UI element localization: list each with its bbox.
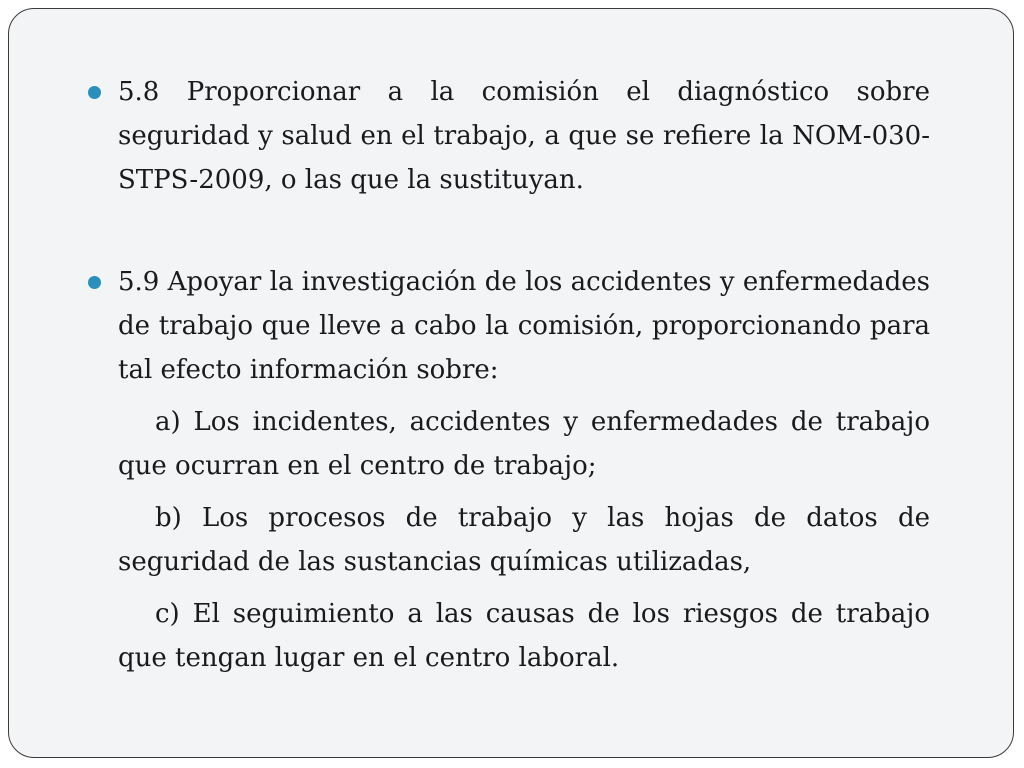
sub-item-a: a) Los incidentes, accidentes y enfermedades de trabajo que ocurran en el centro de trabajo;	[118, 407, 930, 481]
circle-bullet-icon	[88, 86, 101, 99]
slide-content	[88, 70, 930, 680]
sub-item-c: c) El seguimiento a las causas de los riesgos de trabajo que tengan lugar en el centro laboral.	[118, 599, 930, 673]
bullet-item-5-8	[88, 70, 930, 202]
circle-bullet-icon	[88, 276, 101, 289]
sub-item-b: b) Los procesos de trabajo y las hojas de datos de seguridad de las sustancias químicas utilizadas,	[118, 503, 930, 577]
bullet-text: 5.9 Apoyar la investigación de los accidentes y enfermedades de trabajo que lleve a cabo la comisión, proporcionando para tal efecto información sobre:	[118, 267, 930, 385]
bullet-item-5-9	[88, 260, 930, 392]
bullet-text: 5.8 Proporcionar a la comisión el diagnóstico sobre seguridad y salud en el trabajo, a que se refiere la NOM-030-STPS-2009, o las que la sustituyan.	[118, 77, 930, 195]
